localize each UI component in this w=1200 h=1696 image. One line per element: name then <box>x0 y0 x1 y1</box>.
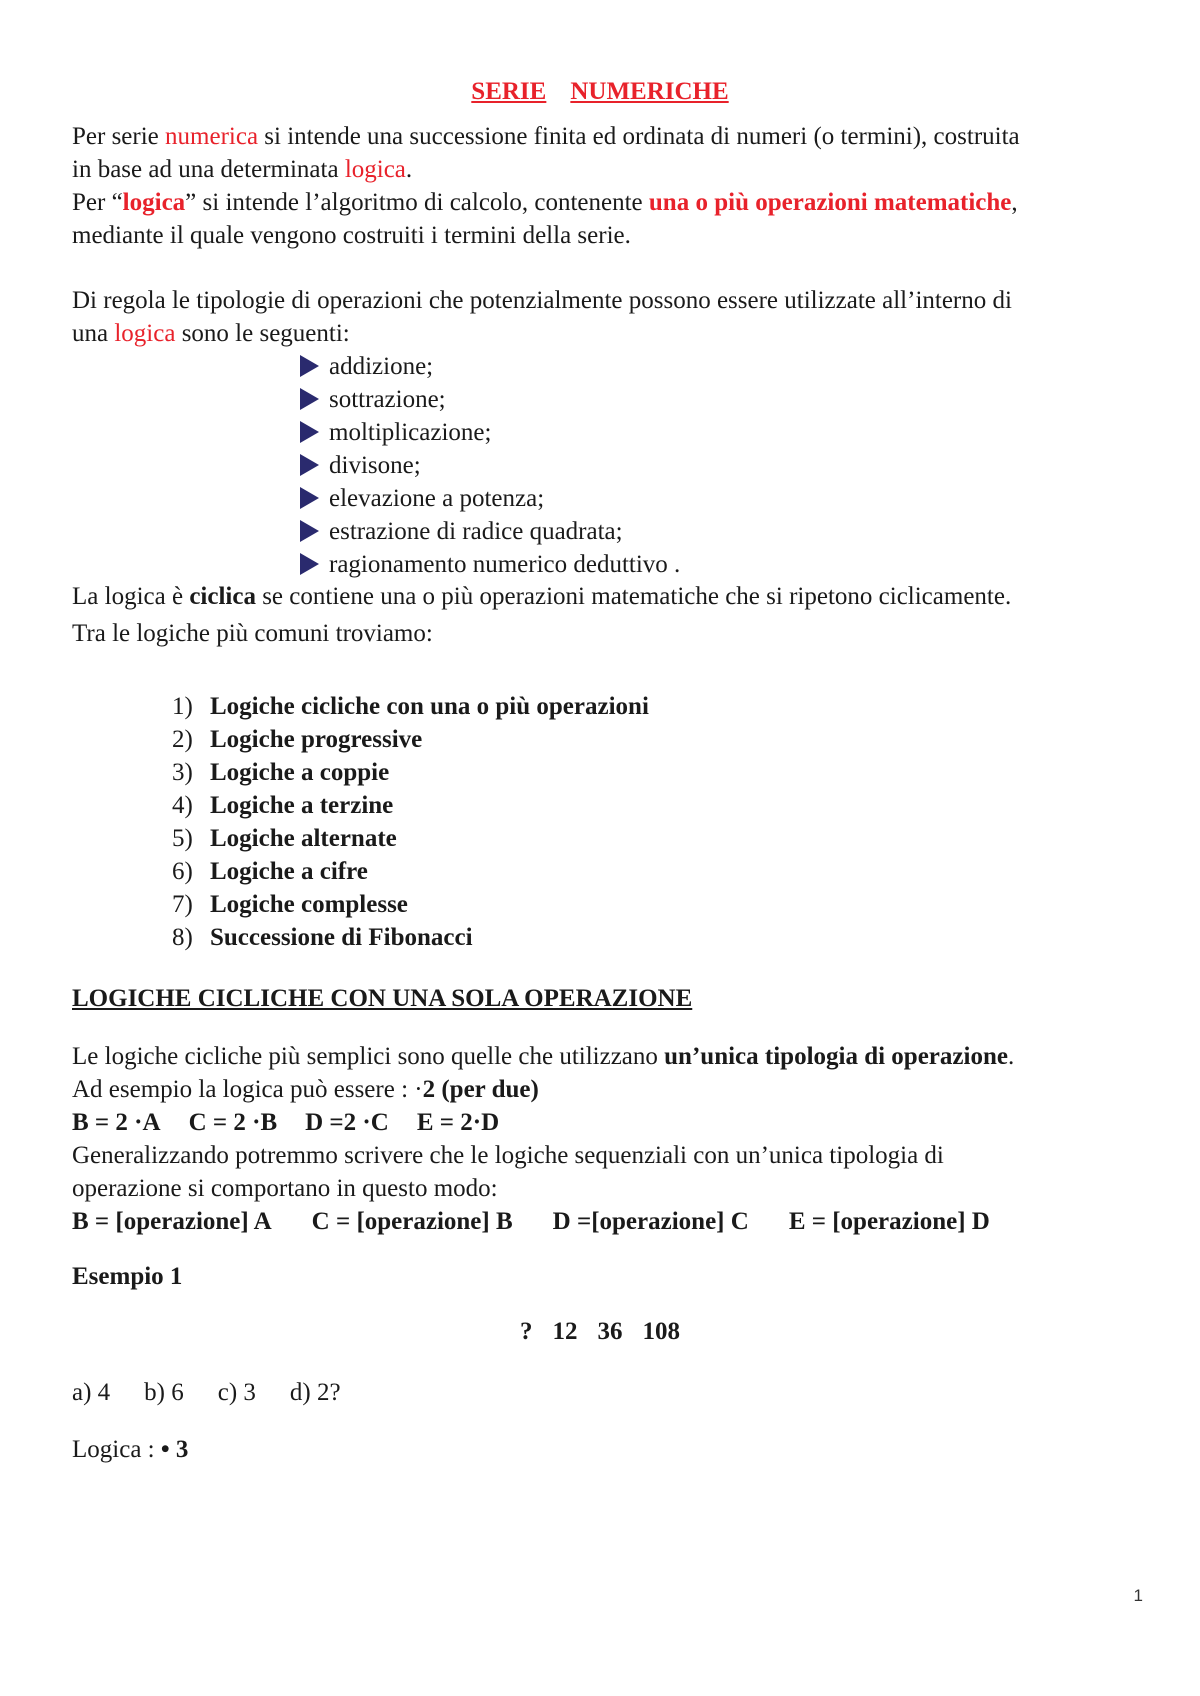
section-paragraph <box>72 1040 1142 1238</box>
cyclic-definition: La logica è ciclica se contiene una o più operazioni matematiche che si ripetono ciclicamente. <box>72 583 1012 610</box>
operation-item: moltiplicazione; <box>300 416 680 449</box>
triangle-bullet-icon <box>300 553 319 575</box>
title-part-2: NUMERICHE <box>570 78 729 105</box>
title-part-1: SERIE <box>471 78 547 105</box>
triangle-bullet-icon <box>300 487 319 509</box>
option-c: c) 3 <box>217 1379 256 1406</box>
operation-item: elevazione a potenza; <box>300 482 680 515</box>
operation-item: ragionamento numerico deduttivo . <box>300 548 680 581</box>
intro-line-1: Per serie numerica si intende una successione finita ed ordinata di numeri (o termini), costruita <box>72 123 1020 150</box>
logic-type-item: 6) Logiche a cifre <box>172 858 368 885</box>
formula-general-line: B = [operazione] A C = [operazione] B D =[operazione] C E = [operazione] D <box>72 1208 990 1235</box>
operation-item: addizione; <box>300 350 680 383</box>
intro-line-4: mediante il quale vengono costruiti i termini della serie. <box>72 222 631 249</box>
section-line-4: operazione si comportano in questo modo: <box>72 1175 498 1202</box>
operations-intro-line-1: Di regola le tipologie di operazioni che potenzialmente possono essere utilizzate all’interno di <box>72 287 1012 314</box>
option-b: b) 6 <box>144 1379 184 1406</box>
page-title <box>0 78 1200 106</box>
example-heading: Esempio 1 <box>72 1263 183 1290</box>
triangle-bullet-icon <box>300 421 319 443</box>
section-line-2: Ad esempio la logica può essere : ·2 (per due) <box>72 1076 539 1103</box>
logic-type-item: 1) Logiche cicliche con una o più operazioni <box>172 693 649 720</box>
logic-type-item: 2) Logiche progressive <box>172 726 423 753</box>
logic-type-item: 4) Logiche a terzine <box>172 792 394 819</box>
page-number: 1 <box>1133 1586 1143 1605</box>
intro-line-2: in base ad una determinata logica. <box>72 156 413 183</box>
intro-line-3: Per “logica” si intende l’algoritmo di calcolo, contenente una o più operazioni matematiche, <box>72 189 1018 216</box>
triangle-bullet-icon <box>300 520 319 542</box>
operations-list <box>300 350 680 581</box>
number-sequence: ? 12 36 108 <box>520 1318 680 1345</box>
logic-type-item: 5) Logiche alternate <box>172 825 397 852</box>
section-line-1: Le logiche cicliche più semplici sono quelle che utilizzano un’unica tipologia di operazione. <box>72 1043 1015 1070</box>
common-logics-intro: Tra le logiche più comuni troviamo: <box>72 620 433 647</box>
logic-type-item: 7) Logiche complesse <box>172 891 408 918</box>
operation-item: sottrazione; <box>300 383 680 416</box>
logic-answer: Logica : • 3 <box>72 1436 189 1463</box>
section-heading: LOGICHE CICLICHE CON UNA SOLA OPERAZIONE <box>72 985 693 1012</box>
logic-type-item: 8) Successione di Fibonacci <box>172 924 473 951</box>
answer-options <box>72 1376 1142 1409</box>
triangle-bullet-icon <box>300 454 319 476</box>
operations-intro-line-2: una logica sono le seguenti: <box>72 320 350 347</box>
intro-paragraph <box>72 120 1142 252</box>
option-a: a) 4 <box>72 1379 111 1406</box>
operations-intro <box>72 284 1142 350</box>
triangle-bullet-icon <box>300 355 319 377</box>
triangle-bullet-icon <box>300 388 319 410</box>
operation-item: divisone; <box>300 449 680 482</box>
logic-types-list <box>172 690 649 954</box>
logic-type-item: 3) Logiche a coppie <box>172 759 390 786</box>
option-d: d) 2? <box>289 1379 341 1406</box>
formula-line: B = 2 ·A C = 2 ·B D =2 ·C E = 2·D <box>72 1109 500 1136</box>
section-line-3: Generalizzando potremmo scrivere che le logiche sequenziali con un’unica tipologia di <box>72 1142 944 1169</box>
operation-item: estrazione di radice quadrata; <box>300 515 680 548</box>
